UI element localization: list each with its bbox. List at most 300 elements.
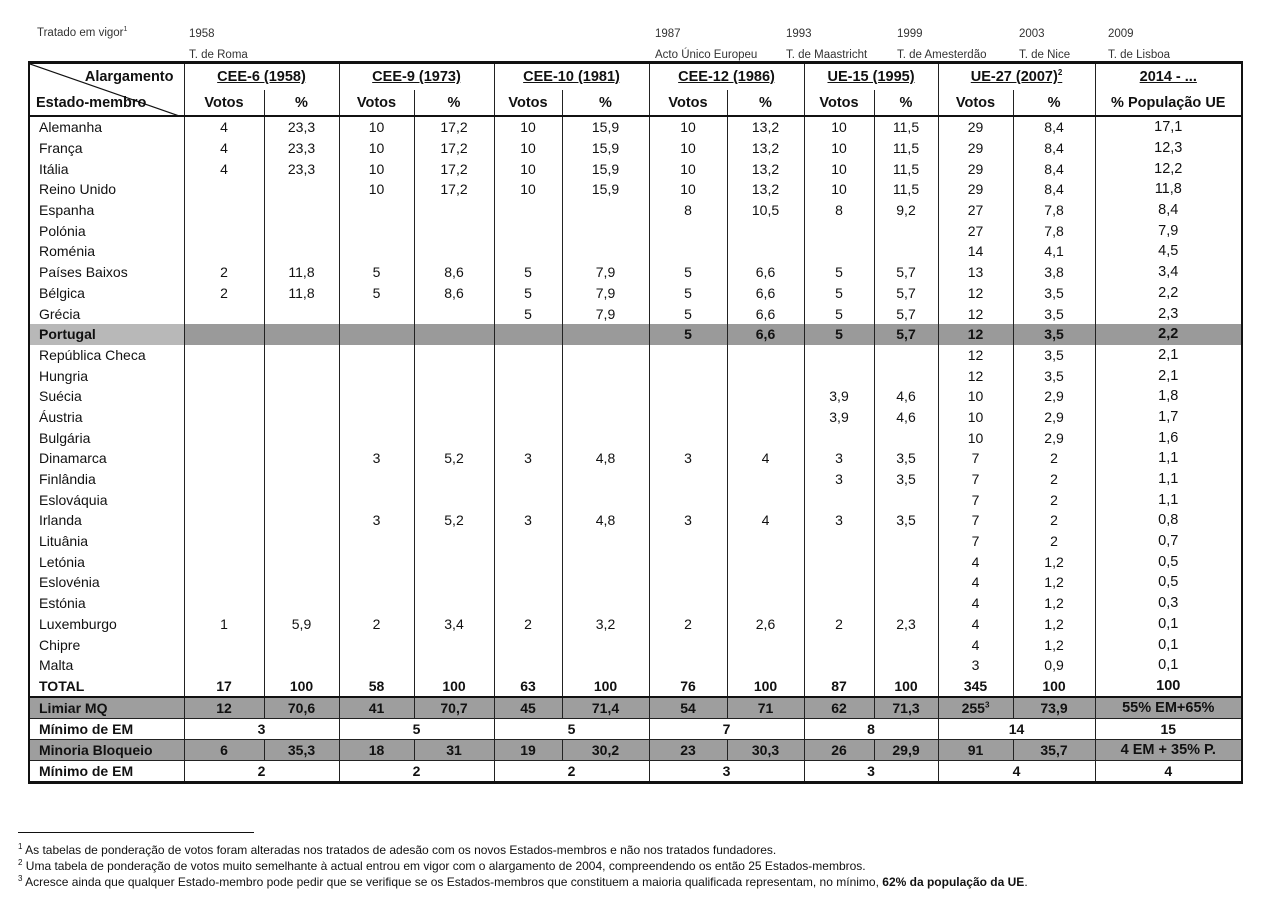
merged-value-cell: 8	[804, 719, 938, 740]
value-cell: 12	[938, 365, 1013, 386]
value-cell: 91	[938, 740, 1013, 761]
treaty-entry	[1019, 24, 1070, 66]
value-cell: 2	[1013, 510, 1095, 531]
value-cell: 3,9	[804, 386, 874, 407]
percent-subheader: %	[727, 90, 804, 116]
value-cell: 3,4	[1095, 262, 1242, 283]
value-cell: 2,1	[1095, 345, 1242, 366]
row-label: Dinamarca	[29, 448, 184, 469]
value-cell	[562, 345, 649, 366]
value-cell	[494, 551, 562, 572]
value-cell: 100	[1095, 676, 1242, 698]
treaty-name: Acto Único Europeu	[655, 49, 758, 61]
value-cell: 11,5	[874, 158, 938, 179]
value-cell	[264, 655, 339, 676]
value-cell	[649, 593, 727, 614]
treaty-entry	[786, 24, 867, 66]
treaty-year: 2003	[1019, 28, 1045, 40]
value-cell: 10	[649, 158, 727, 179]
country-row	[29, 220, 1242, 241]
value-cell: 100	[1013, 676, 1095, 698]
value-cell: 54	[649, 697, 727, 719]
value-cell	[264, 303, 339, 324]
value-cell	[184, 220, 264, 241]
row-label: Roménia	[29, 241, 184, 262]
value-cell: 2,9	[1013, 407, 1095, 428]
group-header: CEE-10 (1981)	[494, 63, 649, 91]
row-label: Hungria	[29, 365, 184, 386]
value-cell: 7,9	[562, 303, 649, 324]
value-cell	[727, 386, 804, 407]
row-label: Mínimo de EM	[29, 761, 184, 783]
value-cell	[494, 365, 562, 386]
value-cell: 11,8	[264, 262, 339, 283]
value-cell: 7,8	[1013, 220, 1095, 241]
value-cell: 12	[938, 324, 1013, 345]
country-row	[29, 593, 1242, 614]
value-cell	[874, 365, 938, 386]
country-row	[29, 572, 1242, 593]
value-cell: 1,2	[1013, 551, 1095, 572]
value-cell: 5	[494, 283, 562, 304]
value-cell: 2,1	[1095, 365, 1242, 386]
value-cell: 8,4	[1095, 200, 1242, 221]
value-cell: 3	[494, 448, 562, 469]
row-label: Espanha	[29, 200, 184, 221]
value-cell: 2	[184, 283, 264, 304]
minimum-states-row	[29, 719, 1242, 740]
footnote: $^1$ As tabelas de ponderação de votos foram alteradas nos tratados de adesão com os novos Estados-membros e não nos tratados fundadores.	[18, 842, 777, 857]
value-cell: 5	[339, 262, 414, 283]
value-cell	[339, 220, 414, 241]
value-cell: 7	[938, 510, 1013, 531]
value-cell: 10,5	[727, 200, 804, 221]
country-row	[29, 510, 1242, 531]
value-cell: 0,5	[1095, 551, 1242, 572]
value-cell	[264, 593, 339, 614]
value-cell	[414, 634, 494, 655]
value-cell	[414, 241, 494, 262]
row-label: Áustria	[29, 407, 184, 428]
value-cell	[649, 489, 727, 510]
value-cell	[264, 427, 339, 448]
population-subheader: % População UE	[1095, 90, 1242, 116]
value-cell	[649, 655, 727, 676]
value-cell: 0,1	[1095, 634, 1242, 655]
voting-weights-table	[28, 61, 1243, 784]
treaty-year: 2009	[1108, 28, 1134, 40]
votes-subheader: Votos	[339, 90, 414, 116]
value-cell: 4	[938, 634, 1013, 655]
row-label: Minoria Bloqueio	[29, 740, 184, 761]
footnote: $^2$ Uma tabela de ponderação de votos muito semelhante à actual entrou em vigor com o alargamento de 2004, compreendendo os então 25 Estados-membros.	[18, 858, 866, 873]
value-cell: 10	[339, 116, 414, 138]
value-cell	[339, 572, 414, 593]
country-row	[29, 634, 1242, 655]
value-cell: 30,3	[727, 740, 804, 761]
value-cell	[804, 655, 874, 676]
value-cell: 3	[339, 448, 414, 469]
value-cell	[494, 531, 562, 552]
value-cell: 8,4	[1013, 138, 1095, 159]
header-row-groups	[29, 63, 1242, 91]
value-cell: 7	[938, 531, 1013, 552]
value-cell	[874, 345, 938, 366]
value-cell: 2,9	[1013, 386, 1095, 407]
value-cell: 10	[938, 407, 1013, 428]
value-cell	[727, 572, 804, 593]
value-cell: 27	[938, 200, 1013, 221]
value-cell: 73,9	[1013, 697, 1095, 719]
value-cell: 5	[804, 262, 874, 283]
row-label: Lituânia	[29, 531, 184, 552]
merged-value-cell: 7	[649, 719, 804, 740]
value-cell: 29	[938, 158, 1013, 179]
value-cell: 10	[494, 179, 562, 200]
value-cell	[727, 531, 804, 552]
value-cell	[184, 593, 264, 614]
value-cell: 4,8	[562, 448, 649, 469]
value-cell	[264, 572, 339, 593]
value-cell	[264, 241, 339, 262]
country-row	[29, 241, 1242, 262]
value-cell	[184, 510, 264, 531]
value-cell	[649, 634, 727, 655]
merged-value-cell: 2	[339, 761, 494, 783]
value-cell	[414, 593, 494, 614]
merged-value-cell: 5	[494, 719, 649, 740]
merged-value-cell: 5	[339, 719, 494, 740]
value-cell: 35,3	[264, 740, 339, 761]
value-cell: 2,2	[1095, 324, 1242, 345]
value-cell: 7	[938, 489, 1013, 510]
row-label: Países Baixos	[29, 262, 184, 283]
country-row	[29, 138, 1242, 159]
value-cell: 29	[938, 138, 1013, 159]
merged-value-cell: 3	[804, 761, 938, 783]
value-cell	[264, 365, 339, 386]
value-cell	[184, 448, 264, 469]
value-cell	[339, 634, 414, 655]
minimum-states-row	[29, 761, 1242, 783]
value-cell	[562, 365, 649, 386]
value-cell	[339, 345, 414, 366]
value-cell: 1,1	[1095, 489, 1242, 510]
value-cell: 0,9	[1013, 655, 1095, 676]
treaty-name: T. de Lisboa	[1108, 49, 1171, 61]
value-cell: 12,2	[1095, 158, 1242, 179]
value-cell	[494, 655, 562, 676]
row-label: TOTAL	[29, 676, 184, 698]
value-cell: 12	[938, 345, 1013, 366]
row-label: França	[29, 138, 184, 159]
value-cell	[414, 303, 494, 324]
value-cell	[339, 324, 414, 345]
row-label: Finlândia	[29, 469, 184, 490]
value-cell	[562, 634, 649, 655]
value-cell: 3	[339, 510, 414, 531]
corner-top-label: Alargamento	[84, 69, 174, 85]
value-cell: 0,3	[1095, 593, 1242, 614]
value-cell	[874, 241, 938, 262]
value-cell: 10	[804, 158, 874, 179]
value-cell	[494, 345, 562, 366]
value-cell: 10	[804, 179, 874, 200]
value-cell: 18	[339, 740, 414, 761]
value-cell: 2	[1013, 531, 1095, 552]
row-label: Portugal	[29, 324, 184, 345]
value-cell	[184, 365, 264, 386]
treaty-name: T. de Roma	[189, 49, 248, 61]
value-cell: 0,8	[1095, 510, 1242, 531]
value-cell: 76	[649, 676, 727, 698]
value-cell: 3	[649, 510, 727, 531]
value-cell: 5	[649, 283, 727, 304]
merged-value-cell: 2	[494, 761, 649, 783]
value-cell: 71	[727, 697, 804, 719]
value-cell	[494, 220, 562, 241]
merged-value-cell: 2	[184, 761, 339, 783]
value-cell: 11,8	[264, 283, 339, 304]
value-cell: 8,4	[1013, 179, 1095, 200]
value-cell: 2	[1013, 489, 1095, 510]
value-cell	[414, 200, 494, 221]
value-cell	[264, 448, 339, 469]
value-cell: 5	[649, 324, 727, 345]
value-cell	[414, 489, 494, 510]
country-row	[29, 655, 1242, 676]
value-cell: 29	[938, 179, 1013, 200]
value-cell: 4 EM + 35% P.	[1095, 740, 1242, 761]
value-cell	[184, 241, 264, 262]
value-cell	[649, 407, 727, 428]
value-cell: 5	[804, 303, 874, 324]
row-label: Estónia	[29, 593, 184, 614]
country-row	[29, 469, 1242, 490]
value-cell: 100	[264, 676, 339, 698]
votes-subheader: Votos	[494, 90, 562, 116]
value-cell: $255^3$	[938, 697, 1013, 719]
value-cell	[562, 324, 649, 345]
value-cell	[414, 427, 494, 448]
value-cell	[562, 489, 649, 510]
value-cell: 17	[184, 676, 264, 698]
value-cell	[184, 324, 264, 345]
value-cell: 7,9	[1095, 220, 1242, 241]
value-cell: 4	[184, 116, 264, 138]
value-cell: 12	[938, 303, 1013, 324]
value-cell	[649, 386, 727, 407]
value-cell: 10	[804, 116, 874, 138]
value-cell	[184, 469, 264, 490]
value-cell: 1,6	[1095, 427, 1242, 448]
value-cell	[264, 407, 339, 428]
value-cell	[804, 241, 874, 262]
value-cell	[264, 324, 339, 345]
value-cell: 23,3	[264, 116, 339, 138]
value-cell: 15,9	[562, 158, 649, 179]
value-cell: 71,3	[874, 697, 938, 719]
value-cell: 5	[494, 262, 562, 283]
value-cell: 13	[938, 262, 1013, 283]
value-cell: 6,6	[727, 283, 804, 304]
value-cell: 70,6	[264, 697, 339, 719]
value-cell: 2,6	[727, 614, 804, 635]
value-cell: 5,2	[414, 448, 494, 469]
value-cell	[494, 489, 562, 510]
value-cell	[494, 200, 562, 221]
value-cell: 4	[938, 551, 1013, 572]
value-cell: 5,7	[874, 262, 938, 283]
value-cell: 7,9	[562, 283, 649, 304]
group-header: 2014 - ...	[1095, 63, 1242, 91]
country-row	[29, 200, 1242, 221]
value-cell	[339, 489, 414, 510]
value-cell	[804, 634, 874, 655]
value-cell	[414, 655, 494, 676]
value-cell: 4,6	[874, 386, 938, 407]
value-cell: 2	[184, 262, 264, 283]
value-cell	[184, 634, 264, 655]
country-row	[29, 283, 1242, 304]
value-cell	[804, 593, 874, 614]
row-label: Eslováquia	[29, 489, 184, 510]
percent-subheader: %	[414, 90, 494, 116]
value-cell	[874, 551, 938, 572]
value-cell: 10	[649, 138, 727, 159]
value-cell: 5	[804, 324, 874, 345]
value-cell	[414, 551, 494, 572]
treaty-year: 1958	[189, 28, 215, 40]
value-cell	[562, 386, 649, 407]
value-cell: 13,2	[727, 179, 804, 200]
value-cell: 17,2	[414, 158, 494, 179]
value-cell: 4	[938, 572, 1013, 593]
value-cell	[414, 469, 494, 490]
value-cell	[649, 241, 727, 262]
value-cell: 8,6	[414, 283, 494, 304]
value-cell	[184, 200, 264, 221]
votes-subheader: Votos	[804, 90, 874, 116]
value-cell	[184, 655, 264, 676]
corner-bottom-label: Estado-membro	[36, 95, 147, 111]
value-cell: 1,2	[1013, 593, 1095, 614]
value-cell	[562, 407, 649, 428]
value-cell: 10	[494, 116, 562, 138]
value-cell: 4	[938, 614, 1013, 635]
row-label: República Checa	[29, 345, 184, 366]
country-row	[29, 324, 1242, 345]
value-cell: 5	[804, 283, 874, 304]
value-cell	[649, 572, 727, 593]
votes-subheader: Votos	[938, 90, 1013, 116]
value-cell	[727, 365, 804, 386]
value-cell	[339, 407, 414, 428]
value-cell: 2	[649, 614, 727, 635]
value-cell: 0,1	[1095, 614, 1242, 635]
value-cell: 41	[339, 697, 414, 719]
value-cell: 5	[649, 262, 727, 283]
value-cell	[727, 655, 804, 676]
value-cell	[804, 427, 874, 448]
value-cell: 11,5	[874, 138, 938, 159]
value-cell: 4	[938, 593, 1013, 614]
value-cell: 6	[184, 740, 264, 761]
value-cell: 55% EM+65%	[1095, 697, 1242, 719]
value-cell	[562, 220, 649, 241]
value-cell: 12	[938, 283, 1013, 304]
value-cell: 10	[494, 138, 562, 159]
footnote: $^3$ Acresce ainda que qualquer Estado-membro pode pedir que se verifique se os Estados-membros que constituem a maioria qualificada representam, no mínimo, 62% da população da UE.	[18, 874, 1028, 889]
value-cell	[184, 572, 264, 593]
country-row	[29, 365, 1242, 386]
value-cell: 8	[804, 200, 874, 221]
value-cell: 5,2	[414, 510, 494, 531]
value-cell	[264, 200, 339, 221]
value-cell	[874, 489, 938, 510]
country-row	[29, 262, 1242, 283]
value-cell: 3,5	[874, 448, 938, 469]
value-cell	[264, 551, 339, 572]
treaty-year: 1993	[786, 28, 812, 40]
value-cell: 5	[339, 283, 414, 304]
value-cell	[339, 551, 414, 572]
value-cell: 2	[494, 614, 562, 635]
percent-subheader: %	[874, 90, 938, 116]
value-cell	[264, 345, 339, 366]
value-cell: 2,2	[1095, 283, 1242, 304]
group-header: UE-15 (1995)	[804, 63, 938, 91]
value-cell	[339, 365, 414, 386]
value-cell: 5,7	[874, 303, 938, 324]
value-cell	[339, 386, 414, 407]
value-cell	[184, 303, 264, 324]
value-cell	[184, 386, 264, 407]
merged-value-cell: 3	[649, 761, 804, 783]
value-cell	[184, 489, 264, 510]
value-cell: 29	[938, 116, 1013, 138]
country-row	[29, 407, 1242, 428]
value-cell	[562, 593, 649, 614]
value-cell: 27	[938, 220, 1013, 241]
votes-subheader: Votos	[184, 90, 264, 116]
value-cell: 11,8	[1095, 179, 1242, 200]
value-cell	[494, 407, 562, 428]
value-cell	[874, 572, 938, 593]
row-label: Bélgica	[29, 283, 184, 304]
value-cell: 10	[339, 158, 414, 179]
value-cell: 2,3	[1095, 303, 1242, 324]
group-header: CEE-9 (1973)	[339, 63, 494, 91]
value-cell	[414, 407, 494, 428]
value-cell: 1	[184, 614, 264, 635]
value-cell: 63	[494, 676, 562, 698]
value-cell: 9,2	[874, 200, 938, 221]
value-cell	[414, 365, 494, 386]
value-cell	[339, 593, 414, 614]
value-cell: 2	[1013, 448, 1095, 469]
value-cell: 10	[494, 158, 562, 179]
value-cell: 11,5	[874, 116, 938, 138]
value-cell: 7	[938, 469, 1013, 490]
country-row	[29, 489, 1242, 510]
value-cell: 13,2	[727, 158, 804, 179]
percent-subheader: %	[1013, 90, 1095, 116]
value-cell: 10	[938, 427, 1013, 448]
value-cell	[339, 200, 414, 221]
value-cell	[727, 241, 804, 262]
value-cell	[727, 427, 804, 448]
